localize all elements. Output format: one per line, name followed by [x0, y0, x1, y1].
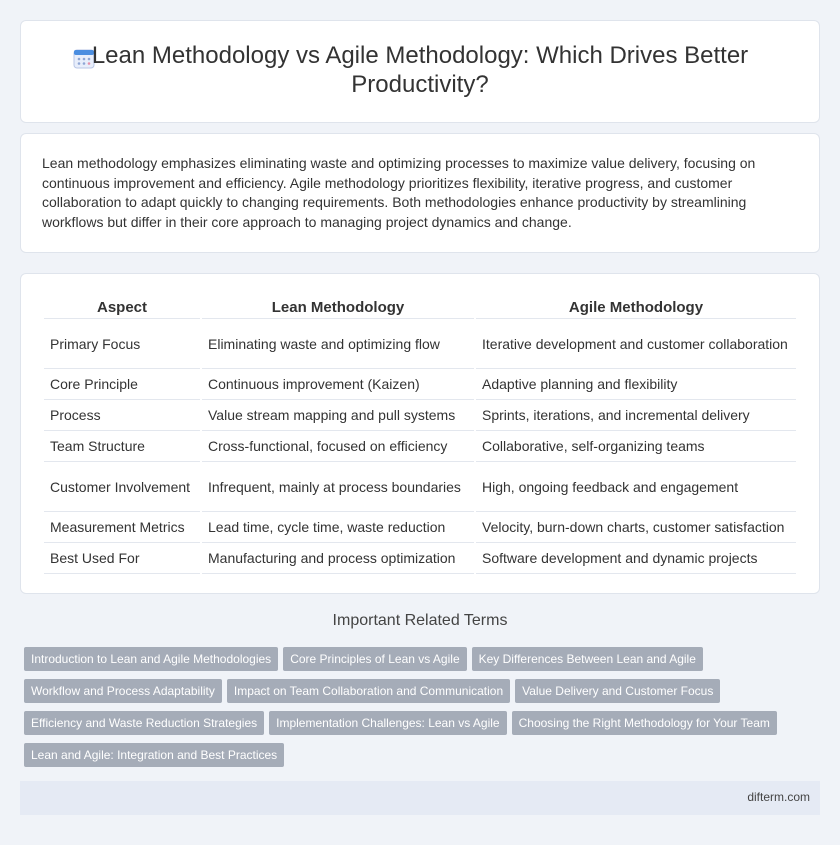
table-row	[44, 462, 796, 512]
title-card	[20, 20, 820, 123]
table-cell-agile: Collaborative, self-organizing teams	[476, 431, 796, 462]
table-cell-agile: Software development and dynamic projects	[476, 543, 796, 574]
table-cell-lean: Lead time, cycle time, waste reduction	[202, 512, 474, 543]
table-cell-agile: High, ongoing feedback and engagement	[476, 462, 796, 512]
table-cell-agile: Sprints, iterations, and incremental delivery	[476, 400, 796, 431]
table-cell-lean: Infrequent, mainly at process boundaries	[202, 462, 474, 512]
table-row	[44, 431, 796, 462]
table-cell-aspect: Primary Focus	[44, 319, 200, 369]
table-cell-agile: Adaptive planning and flexibility	[476, 369, 796, 400]
related-term-tag[interactable]: Workflow and Process Adaptability	[24, 679, 222, 703]
related-terms-list	[24, 647, 814, 775]
table-cell-lean: Eliminating waste and optimizing flow	[202, 319, 474, 369]
table-cell-aspect: Team Structure	[44, 431, 200, 462]
comparison-table	[42, 296, 798, 574]
table-cell-aspect: Process	[44, 400, 200, 431]
related-term-tag[interactable]: Key Differences Between Lean and Agile	[472, 647, 703, 671]
footer	[20, 781, 820, 815]
related-term-tag[interactable]: Value Delivery and Customer Focus	[515, 679, 720, 703]
footer-site-link[interactable]: difterm.com	[747, 790, 810, 804]
related-term-tag[interactable]: Efficiency and Waste Reduction Strategies	[24, 711, 264, 735]
related-term-tag[interactable]: Core Principles of Lean vs Agile	[283, 647, 466, 671]
table-row	[44, 319, 796, 369]
table-cell-aspect: Core Principle	[44, 369, 200, 400]
table-cell-aspect: Customer Involvement	[44, 462, 200, 512]
table-cell-agile: Iterative development and customer collaboration	[476, 319, 796, 369]
comparison-table-card	[20, 273, 820, 594]
related-term-tag[interactable]: Introduction to Lean and Agile Methodologies	[24, 647, 278, 671]
table-row	[44, 512, 796, 543]
header-lean: Lean Methodology	[202, 296, 474, 319]
page-title: Lean Methodology vs Agile Methodology: Which Drives Better Productivity?	[91, 42, 749, 98]
header-agile: Agile Methodology	[476, 296, 796, 319]
related-term-tag[interactable]: Choosing the Right Methodology for Your Team	[512, 711, 777, 735]
table-cell-aspect: Best Used For	[44, 543, 200, 574]
header-aspect: Aspect	[44, 296, 200, 319]
table-cell-lean: Value stream mapping and pull systems	[202, 400, 474, 431]
related-term-tag[interactable]: Implementation Challenges: Lean vs Agile	[269, 711, 506, 735]
intro-text: Lean methodology emphasizes eliminating waste and optimizing processes to maximize value delivery, focusing on continuous improvement and efficiency. Agile methodology prioritizes flexibility, iterative progress, and customer collaboration to adapt quickly to changing requirements. Both methodologies enhance productivity by streamlining workflows but differ in their core approach to managing project dynamics and change.	[42, 155, 756, 230]
table-cell-lean: Manufacturing and process optimization	[202, 543, 474, 574]
table-header-row	[44, 296, 796, 319]
table-row	[44, 400, 796, 431]
related-term-tag[interactable]: Impact on Team Collaboration and Communication	[227, 679, 510, 703]
related-terms-title: Important Related Terms	[332, 612, 508, 629]
intro-card	[20, 133, 820, 253]
table-cell-lean: Continuous improvement (Kaizen)	[202, 369, 474, 400]
table-row	[44, 369, 796, 400]
related-term-tag[interactable]: Lean and Agile: Integration and Best Practices	[24, 743, 284, 767]
table-row	[44, 543, 796, 574]
table-cell-aspect: Measurement Metrics	[44, 512, 200, 543]
table-cell-lean: Cross-functional, focused on efficiency	[202, 431, 474, 462]
table-cell-agile: Velocity, burn-down charts, customer satisfaction	[476, 512, 796, 543]
